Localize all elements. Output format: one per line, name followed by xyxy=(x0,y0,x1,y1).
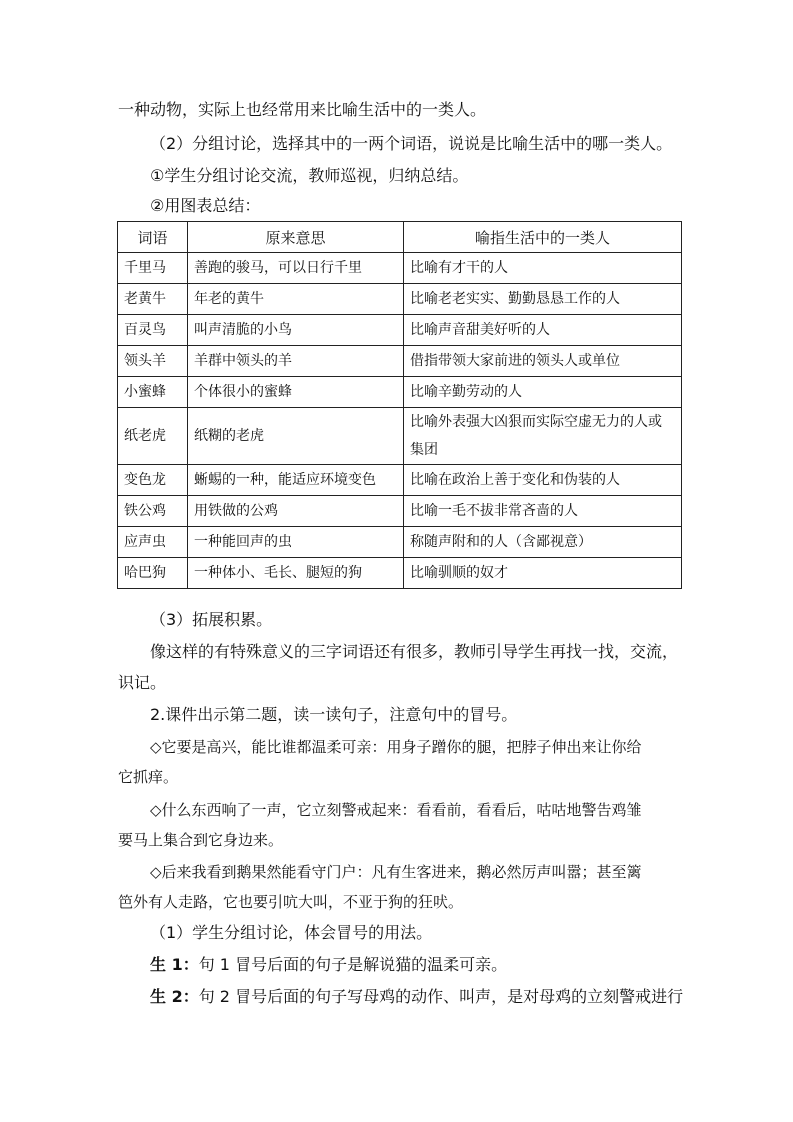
table-row xyxy=(118,284,682,315)
paragraph: 一种动物，实际上也经常用来比喻生活中的一类人。 xyxy=(118,100,487,119)
meaning-cell: 称随声附和的人（含鄙视意） xyxy=(404,527,682,558)
sentence-3-cont: 笆外有人走路，它也要引吭大叫，不亚于狗的狂吠。 xyxy=(118,893,464,911)
student-1-label: 生 1： xyxy=(150,955,199,974)
word-cell: 铁公鸡 xyxy=(118,496,188,527)
table-row xyxy=(118,496,682,527)
word-cell: 小蜜蜂 xyxy=(118,377,188,408)
original-cell: 叫声清脆的小鸟 xyxy=(188,315,404,346)
table-row xyxy=(118,377,682,408)
original-cell: 年老的黄牛 xyxy=(188,284,404,315)
table-row xyxy=(118,315,682,346)
word-cell: 千里马 xyxy=(118,253,188,284)
sentence-1: ◇它要是高兴，能比谁都温柔可亲：用身子蹭你的腿，把脖子伸出来让你给 xyxy=(150,738,642,756)
original-cell: 个体很小的蜜蜂 xyxy=(188,377,404,408)
meaning-cell: 比喻辛勤劳动的人 xyxy=(404,377,682,408)
word-cell: 纸老虎 xyxy=(118,408,188,465)
step-3-text: 像这样的有特殊意义的三字词语还有很多，教师引导学生再找一找，交流， xyxy=(150,642,679,661)
sentence-2: ◇什么东西响了一声，它立刻警戒起来：看看前，看看后，咕咕地警告鸡雏 xyxy=(150,801,642,819)
original-cell: 纸糊的老虎 xyxy=(188,408,404,465)
original-cell: 羊群中领头的羊 xyxy=(188,346,404,377)
meaning-cell: 借指带领大家前进的领头人或单位 xyxy=(404,346,682,377)
sub-step-1: （1）学生分组讨论，体会冒号的用法。 xyxy=(150,923,433,942)
word-cell: 应声虫 xyxy=(118,527,188,558)
word-cell: 百灵鸟 xyxy=(118,315,188,346)
meaning-cell: 比喻外表强大凶狠而实际空虚无力的人或集团 xyxy=(404,408,682,465)
original-cell: 一种体小、毛长、腿短的狗 xyxy=(188,558,404,589)
step-3-heading: （3）拓展积累。 xyxy=(150,610,273,629)
meaning-cell: 比喻在政治上善于变化和伪装的人 xyxy=(404,465,682,496)
table-row xyxy=(118,558,682,589)
student-1-answer xyxy=(150,954,710,976)
student-2-label: 生 2： xyxy=(150,987,199,1006)
sentence-3: ◇后来我看到鹅果然能看守门户：凡有生客进来，鹅必然厉声叫嚣；甚至篱 xyxy=(150,863,642,881)
question-2: 2.课件出示第二题，读一读句子，注意句中的冒号。 xyxy=(150,705,518,724)
meaning-cell: 比喻声音甜美好听的人 xyxy=(404,315,682,346)
table-row xyxy=(118,346,682,377)
word-cell: 哈巴狗 xyxy=(118,558,188,589)
step-3-text-cont: 识记。 xyxy=(118,673,167,692)
original-cell: 善跑的骏马，可以日行千里 xyxy=(188,253,404,284)
step-2-item-a: ①学生分组讨论交流，教师巡视，归纳总结。 xyxy=(150,166,469,185)
sentence-1-cont: 它抓痒。 xyxy=(118,768,179,786)
original-cell: 用铁做的公鸡 xyxy=(188,496,404,527)
header-original-meaning: 原来意思 xyxy=(188,222,404,253)
step-2-item-b: ②用图表总结： xyxy=(150,196,261,215)
word-cell: 变色龙 xyxy=(118,465,188,496)
table-row xyxy=(118,527,682,558)
vocabulary-table xyxy=(117,221,682,589)
table-row xyxy=(118,408,682,465)
table-header-row xyxy=(118,222,682,253)
original-cell: 一种能回声的虫 xyxy=(188,527,404,558)
student-2-text: 句 2 冒号后面的句子写母鸡的动作、叫声，是对母鸡的立刻警戒进行 xyxy=(198,987,684,1006)
step-2-heading: （2）分组讨论，选择其中的一两个词语，说说是比喻生活中的哪一类人。 xyxy=(150,134,673,153)
meaning-cell: 比喻一毛不拔非常吝啬的人 xyxy=(404,496,682,527)
meaning-cell: 比喻有才干的人 xyxy=(404,253,682,284)
header-figurative-meaning: 喻指生活中的一类人 xyxy=(404,222,682,253)
student-1-text: 句 1 冒号后面的句子是解说猫的温柔可亲。 xyxy=(198,955,508,974)
sentence-2-cont: 要马上集合到它身边来。 xyxy=(118,831,284,849)
table-row xyxy=(118,253,682,284)
student-2-answer xyxy=(150,986,710,1008)
word-cell: 领头羊 xyxy=(118,346,188,377)
meaning-cell: 比喻老老实实、勤勤恳恳工作的人 xyxy=(404,284,682,315)
table-row xyxy=(118,465,682,496)
meaning-cell: 比喻驯顺的奴才 xyxy=(404,558,682,589)
word-cell: 老黄牛 xyxy=(118,284,188,315)
header-word: 词语 xyxy=(118,222,188,253)
original-cell: 蜥蜴的一种，能适应环境变色 xyxy=(188,465,404,496)
